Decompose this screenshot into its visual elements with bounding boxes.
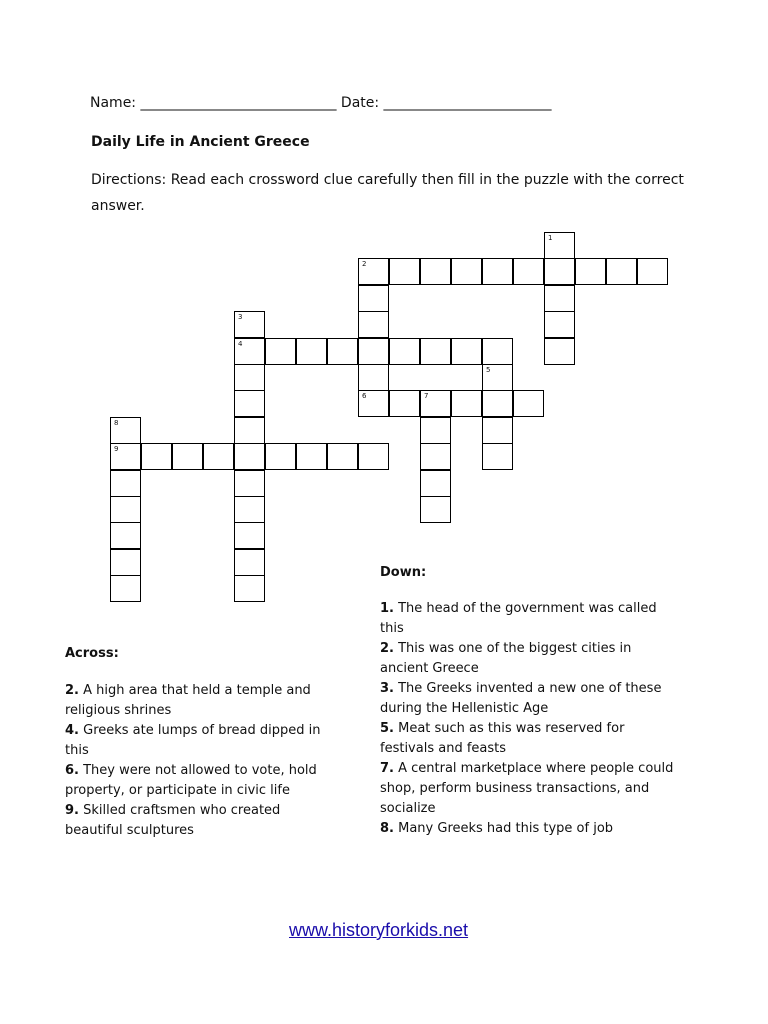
crossword-cell[interactable] [513, 258, 544, 285]
crossword-cell[interactable] [389, 338, 420, 365]
crossword-cell[interactable] [451, 338, 482, 365]
crossword-cell[interactable] [234, 549, 265, 576]
crossword-cell[interactable] [265, 338, 296, 365]
crossword-cell[interactable] [234, 496, 265, 523]
crossword-cell[interactable] [110, 575, 141, 602]
crossword-cell[interactable] [451, 258, 482, 285]
crossword-cell[interactable] [234, 522, 265, 549]
crossword-cell[interactable] [420, 417, 451, 444]
down-clue-3: 3. The Greeks invented a new one of these during the Hellenistic Age [380, 681, 662, 716]
crossword-cell[interactable] [544, 311, 575, 338]
crossword-cell[interactable] [234, 443, 265, 470]
directions-text: Directions: Read each crossword clue carefully then fill in the puzzle with the correct answer. [91, 172, 684, 214]
down-clue-5: 5. Meat such as this was reserved for festivals and feasts [380, 721, 625, 756]
crossword-cell[interactable] [234, 364, 265, 391]
clue-number-label: 3 [238, 313, 243, 321]
worksheet-title: Daily Life in Ancient Greece [91, 134, 310, 150]
crossword-cell[interactable] [296, 338, 327, 365]
crossword-cell[interactable] [420, 470, 451, 497]
crossword-cell[interactable] [358, 311, 389, 338]
down-clue-2: 2. This was one of the biggest cities in ancient Greece [380, 641, 632, 676]
clue-number-label: 6 [362, 392, 367, 400]
crossword-cell[interactable] [513, 390, 544, 417]
crossword-cell[interactable] [327, 338, 358, 365]
crossword-cell[interactable] [420, 443, 451, 470]
crossword-cell[interactable] [389, 390, 420, 417]
crossword-cell[interactable] [420, 258, 451, 285]
crossword-cell[interactable] [141, 443, 172, 470]
crossword-cell[interactable] [637, 258, 668, 285]
crossword-cell[interactable] [420, 496, 451, 523]
crossword-cell[interactable] [110, 522, 141, 549]
website-link[interactable]: www.historyforkids.net [289, 920, 469, 940]
crossword-cell[interactable] [451, 390, 482, 417]
clue-number-label: 9 [114, 445, 119, 453]
down-clue-8: 8. Many Greeks had this type of job [380, 821, 614, 836]
crossword-cell[interactable] [358, 443, 389, 470]
across-clue-9: 9. Skilled craftsmen who created beautiful sculptures [65, 803, 281, 838]
name-date-line[interactable]: Name: ____________________________ Date: ________________________ [90, 95, 552, 111]
clue-number-label: 8 [114, 419, 119, 427]
clue-number-label: 1 [548, 234, 553, 242]
across-clue-2: 2. A high area that held a temple and religious shrines [65, 683, 311, 718]
crossword-cell[interactable] [544, 338, 575, 365]
crossword-cell[interactable] [203, 443, 234, 470]
crossword-cell[interactable] [575, 258, 606, 285]
crossword-cell[interactable] [420, 390, 451, 417]
crossword-cell[interactable] [234, 575, 265, 602]
down-heading: Down: [380, 565, 427, 580]
clue-number-label: 2 [362, 260, 367, 268]
across-clues [65, 681, 335, 841]
crossword-cell[interactable] [234, 311, 265, 338]
crossword-cell[interactable] [234, 417, 265, 444]
crossword-cell[interactable] [482, 338, 513, 365]
crossword-cell[interactable] [110, 496, 141, 523]
down-clues [380, 599, 680, 839]
crossword-cell[interactable] [110, 443, 141, 470]
crossword-cell[interactable] [482, 417, 513, 444]
crossword-cell[interactable] [234, 390, 265, 417]
down-clue-1: 1. The head of the government was called this [380, 601, 657, 636]
crossword-cell[interactable] [110, 470, 141, 497]
crossword-cell[interactable] [172, 443, 203, 470]
clue-number-label: 4 [238, 340, 243, 348]
crossword-cell[interactable] [482, 364, 513, 391]
down-clue-7: 7. A central marketplace where people could shop, perform business transactions, and socialize [380, 761, 674, 816]
crossword-cell[interactable] [482, 258, 513, 285]
crossword-cell[interactable] [544, 232, 575, 259]
crossword-cell[interactable] [296, 443, 327, 470]
crossword-cell[interactable] [358, 364, 389, 391]
crossword-cell[interactable] [544, 285, 575, 312]
crossword-cell[interactable] [606, 258, 637, 285]
across-clue-4: 4. Greeks ate lumps of bread dipped in this [65, 723, 321, 758]
crossword-cell[interactable] [110, 417, 141, 444]
crossword-cell[interactable] [234, 470, 265, 497]
crossword-cell[interactable] [265, 443, 296, 470]
crossword-cell[interactable] [389, 258, 420, 285]
crossword-cell[interactable] [482, 443, 513, 470]
crossword-cell[interactable] [358, 338, 389, 365]
clue-number-label: 5 [486, 366, 491, 374]
across-clue-6: 6. They were not allowed to vote, hold property, or participate in civic life [65, 763, 317, 798]
crossword-cell[interactable] [420, 338, 451, 365]
crossword-cell[interactable] [358, 258, 389, 285]
clue-number-label: 7 [424, 392, 429, 400]
crossword-cell[interactable] [358, 390, 389, 417]
crossword-cell[interactable] [358, 285, 389, 312]
crossword-cell[interactable] [482, 390, 513, 417]
crossword-cell[interactable] [110, 549, 141, 576]
crossword-cell[interactable] [234, 338, 265, 365]
crossword-cell[interactable] [544, 258, 575, 285]
across-heading: Across: [65, 646, 119, 661]
crossword-cell[interactable] [327, 443, 358, 470]
